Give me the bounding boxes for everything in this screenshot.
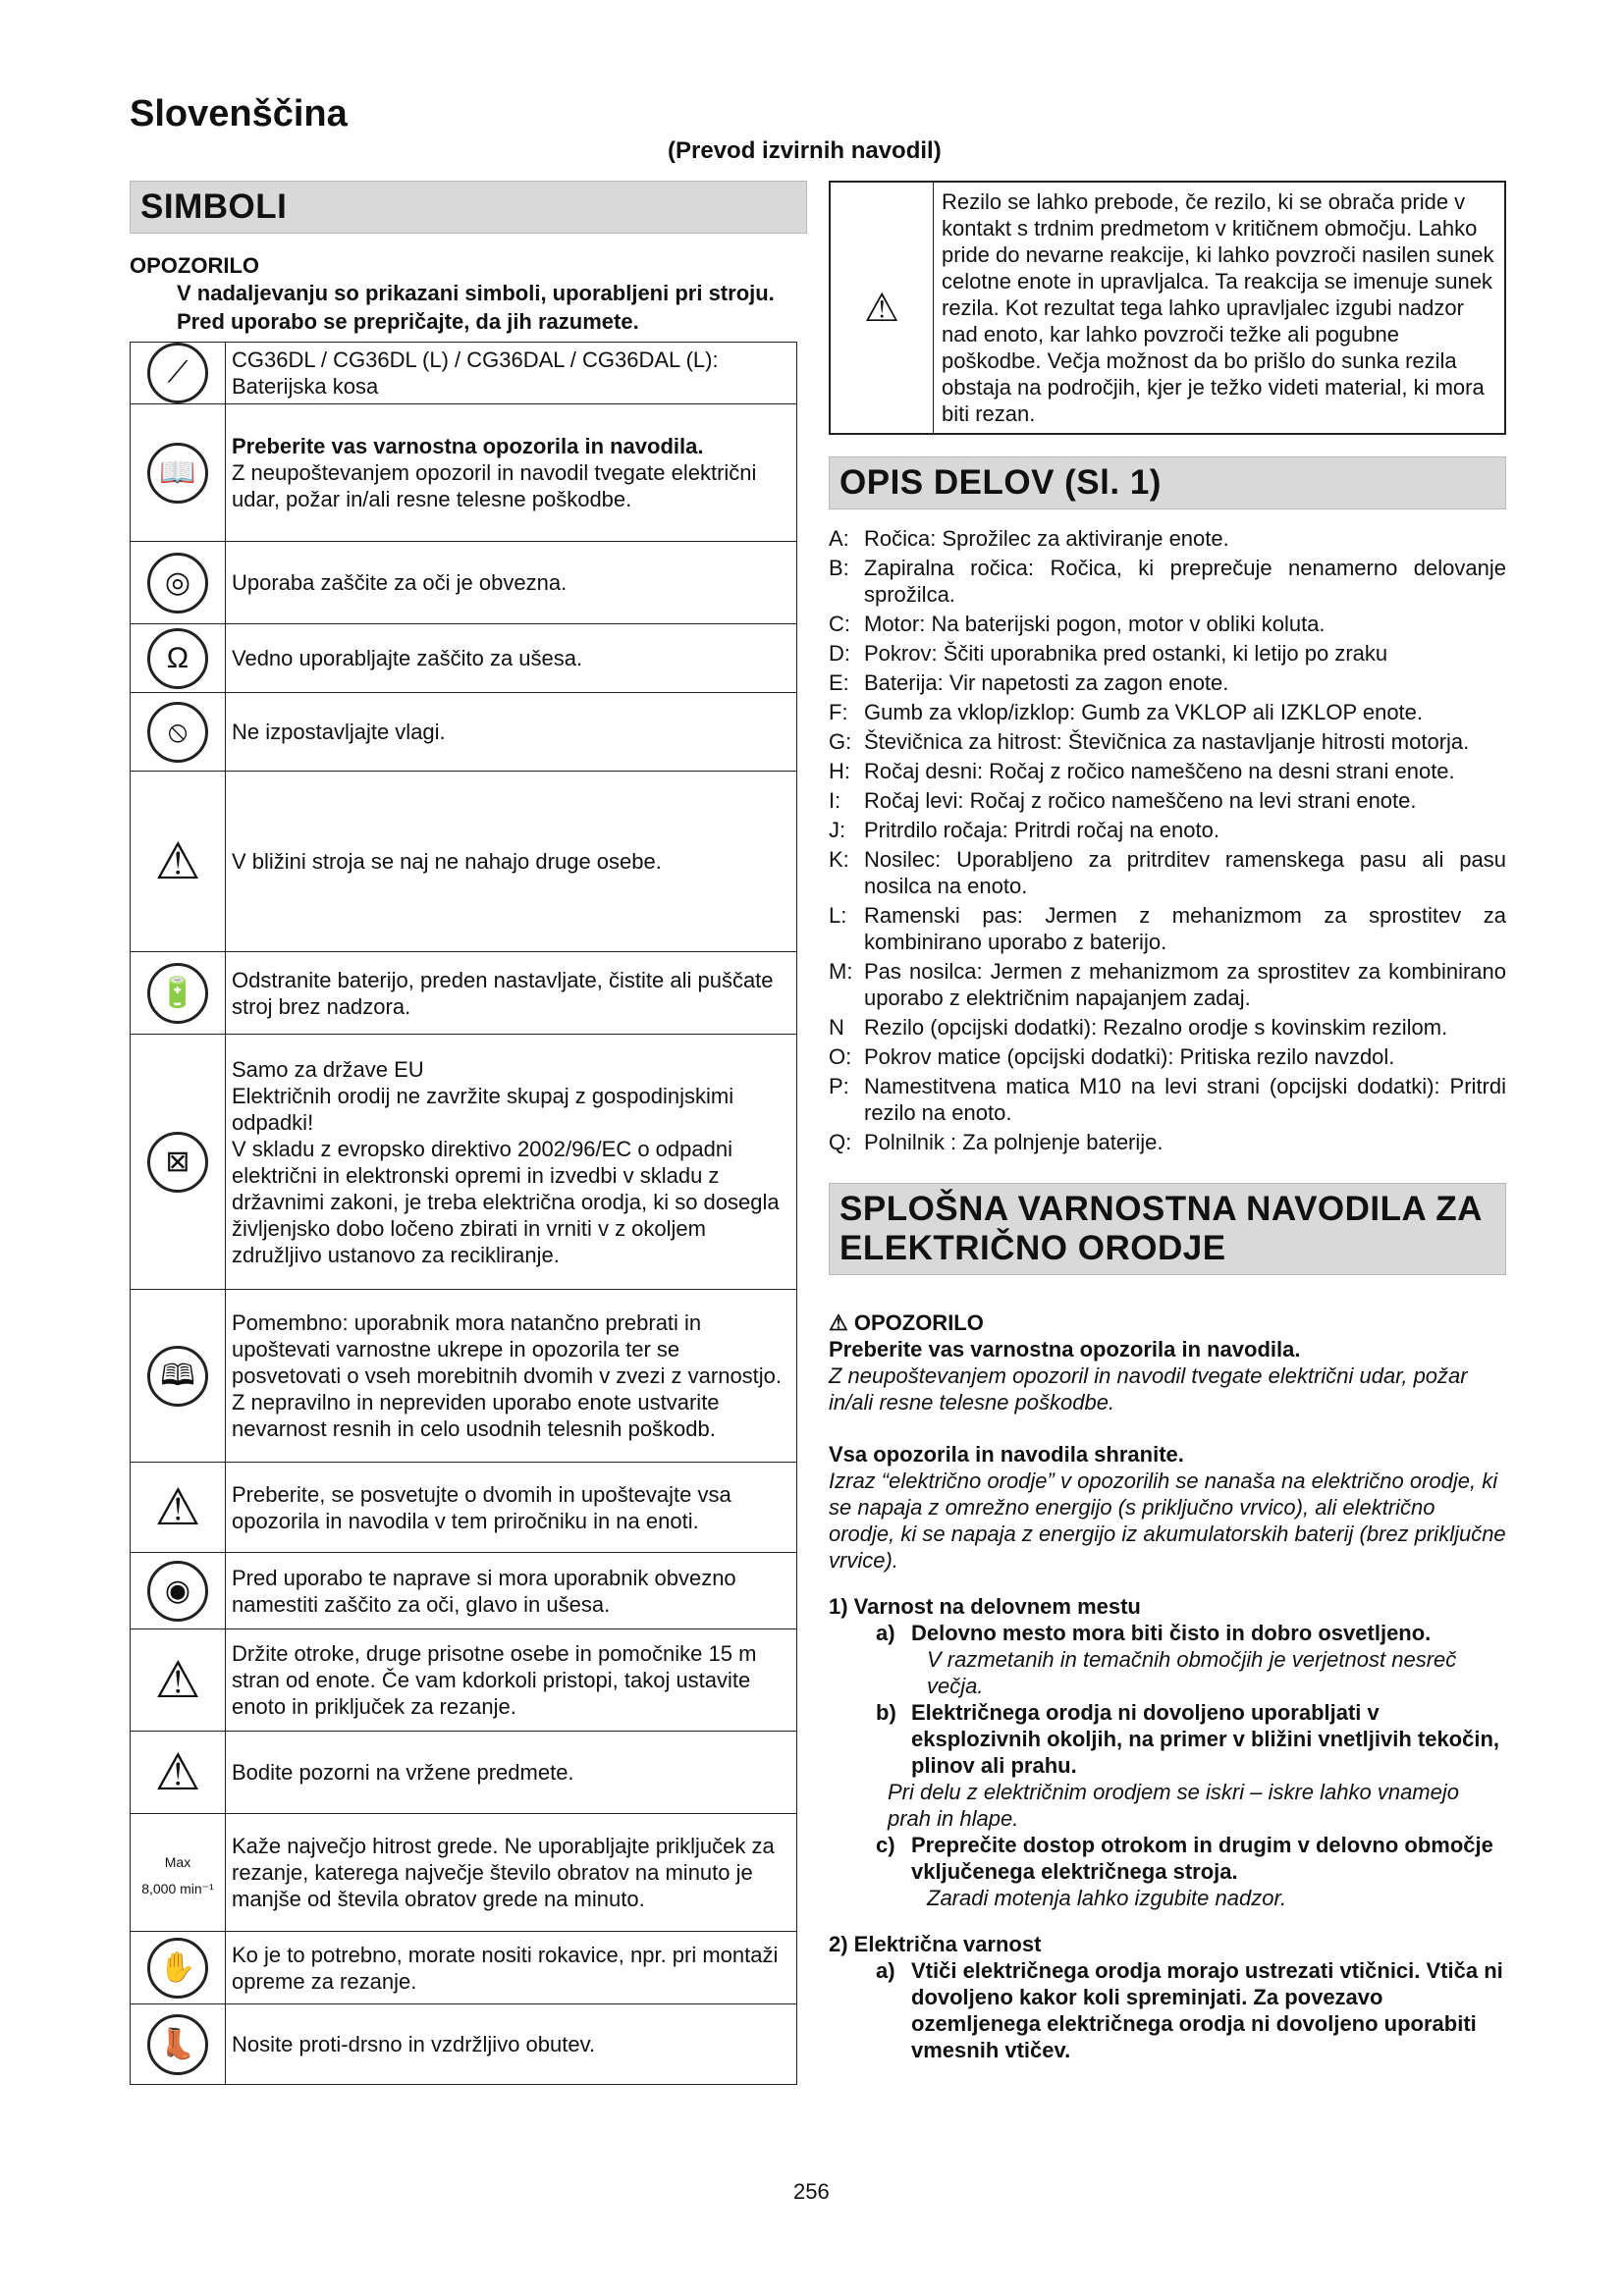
symbol-icon-cell xyxy=(131,404,226,542)
electrical-title: 2) Električna varnost xyxy=(829,1932,1042,1956)
symbol-text-cell xyxy=(226,1035,797,1290)
part-item xyxy=(829,525,1506,552)
symbol-text-cell xyxy=(226,952,797,1035)
part-item xyxy=(829,1073,1506,1126)
part-key: A: xyxy=(829,526,849,551)
part-key: B: xyxy=(829,556,849,580)
page-language: Slovenščina xyxy=(130,93,348,134)
symbol-text-cell xyxy=(226,404,797,542)
symbol-text-cell xyxy=(226,1814,797,1932)
part-description: Zapiralna ročica: Ročica, ki preprečuje nenamerno delovanje sprožilca. xyxy=(864,556,1506,607)
symbol-text-cell xyxy=(226,1553,797,1629)
part-key: E: xyxy=(829,670,849,695)
symbol-text-cell xyxy=(226,1290,797,1463)
part-description: Ročaj desni: Ročaj z ročico nameščeno na desni strani enote. xyxy=(864,759,1455,783)
symbols-warning-label: OPOZORILO xyxy=(130,253,259,278)
symbol-icon-cell xyxy=(131,772,226,952)
part-description: Ramenski pas: Jermen z mehanizmom za sprostitev za kombinirano uporabo z baterijo. xyxy=(864,903,1506,954)
work-area-section xyxy=(829,1593,1506,1911)
symbol-row xyxy=(131,1290,797,1463)
part-key: L: xyxy=(829,903,847,928)
eye-protection-icon: ◎ xyxy=(147,553,208,614)
symbol-row xyxy=(131,1732,797,1814)
bystander-distance-icon: ⚠ xyxy=(154,832,201,890)
item-text: Električnega orodja ni dovoljeno uporabljati v eksplozivnih okoljih, na primer v bližini vnetljivih tekočin, plinov ali prahu. xyxy=(911,1700,1500,1778)
safety-read-all: Preberite vas varnostna opozorila in navodila. xyxy=(829,1337,1301,1362)
item-marker: b) xyxy=(876,1700,896,1725)
part-description: Polnilnik : Za polnjenje baterije. xyxy=(864,1130,1164,1154)
work-area-item-a xyxy=(876,1620,1506,1646)
ear-protection-icon: Ω xyxy=(147,628,208,689)
part-description: Nosilec: Uporabljeno za pritrditev ramenskega pasu ali pasu nosilca na enoto. xyxy=(864,847,1506,898)
symbol-text: Kaže največjo hitrost grede. Ne uporabljajte priključek za rezanje, katerega največje število obratov na minuto je manjše od števila obratov grede na minuto. xyxy=(232,1834,775,1911)
item-text: Vtiči električnega orodja morajo ustrezati vtičnici. Vtiča ni dovoljeno kakor koli spreminjati. Za povezavo ozemljenega električnega orodja ni dovoljeno uporabiti vmesnih vtičev. xyxy=(911,1958,1503,2062)
part-item xyxy=(829,846,1506,899)
part-description: Baterija: Vir napetosti za zagon enote. xyxy=(864,670,1229,695)
safety-save-all: Vsa opozorila in navodila shranite. xyxy=(829,1442,1184,1467)
symbol-icon-cell xyxy=(131,624,226,693)
symbol-icon-cell xyxy=(131,2004,226,2085)
symbol-row xyxy=(131,343,797,404)
work-area-item-c xyxy=(876,1832,1506,1885)
part-key: I: xyxy=(829,788,841,813)
symbol-row xyxy=(131,772,797,952)
symbol-icon-cell xyxy=(131,1553,226,1629)
read-manual-icon: 📖 xyxy=(147,443,208,504)
safety-save-all-note: Izraz “električno orodje” v opozorilih se nanaša na električno orodje, ki se napaja z omrežno energijo (s priključno vrvico), ali električno orodje, ki se napaja z energijo iz akumulatorskih baterij (brez priključne vrvice). xyxy=(829,1468,1506,1573)
symbol-icon-cell xyxy=(131,1932,226,2004)
part-key: Q: xyxy=(829,1130,852,1154)
no-rain-icon: ⦸ xyxy=(147,702,208,763)
symbol-text: Nosite proti-drsno in vzdržljivo obutev. xyxy=(232,2032,596,2056)
symbol-text: Z neupoštevanjem opozoril in navodil tvegate električni udar, požar in/ali resne telesne poškodbe. xyxy=(232,460,757,511)
thrown-objects-icon: ⚠ xyxy=(154,1743,201,1801)
work-area-item-b-note: Pri delu z električnim orodjem se iskri – iskre lahko vnamejo prah in hlape. xyxy=(888,1780,1459,1831)
kickback-icon: ⚠ xyxy=(831,183,934,433)
part-item xyxy=(829,611,1506,637)
symbol-row xyxy=(131,1035,797,1290)
part-key: F: xyxy=(829,700,848,724)
symbol-text: Samo za države EU Električnih orodij ne zavržite skupaj z gospodinjskimi odpadki! V skladu z evropsko direktivo 2002/96/EC o odpadni električni in elektronski opremi in izvedbi v skladu z državnimi zakoni, je treba električna orodja, ki so dosegla življenjsko dobo ločeno zbirati in vrniti v z okoljem združljivo ustanovo za recikliranje. xyxy=(232,1056,780,1267)
symbol-text: V bližini stroja se naj ne nahajo druge osebe. xyxy=(232,849,662,874)
boots-icon: 👢 xyxy=(147,2014,208,2075)
max-speed-icon: Max 8,000 min⁻¹ xyxy=(141,1853,214,1896)
parts-heading: OPIS DELOV (Sl. 1) xyxy=(829,456,1506,509)
symbol-text-cell xyxy=(226,693,797,772)
kickback-box xyxy=(829,181,1506,435)
part-item xyxy=(829,1129,1506,1155)
symbol-text-cell xyxy=(226,1463,797,1553)
symbol-icon-cell xyxy=(131,343,226,404)
symbol-text: Pred uporabo te naprave si mora uporabnik obvezno namestiti zaščito za oči, glavo in ušesa. xyxy=(232,1565,736,1617)
part-item xyxy=(829,640,1506,667)
part-item xyxy=(829,1043,1506,1070)
item-marker: a) xyxy=(876,1958,895,1983)
symbol-row xyxy=(131,1932,797,2004)
symbol-text-cell xyxy=(226,624,797,693)
part-description: Števičnica za hitrost: Števičnica za nastavljanje hitrosti motorja. xyxy=(864,729,1470,754)
parts-list xyxy=(829,525,1506,1155)
symbol-icon-cell xyxy=(131,1035,226,1290)
symbol-text: CG36DL / CG36DL (L) / CG36DAL / CG36DAL (L): Baterijska kosa xyxy=(232,347,719,399)
symbol-text-cell xyxy=(226,2004,797,2085)
part-description: Gumb za vklop/izklop: Gumb za VKLOP ali IZKLOP enote. xyxy=(864,700,1424,724)
symbol-text-cell xyxy=(226,1932,797,2004)
symbol-text-cell xyxy=(226,542,797,624)
part-key: M: xyxy=(829,959,853,984)
work-area-title: 1) Varnost na delovnem mestu xyxy=(829,1594,1141,1619)
symbols-intro: V nadaljevanju so prikazani simboli, uporabljeni pri stroju. Pred uporabo se prepričajte, da jih razumete. xyxy=(177,281,775,334)
symbol-row xyxy=(131,1553,797,1629)
safety-warning-label: OPOZORILO xyxy=(853,1310,984,1335)
symbol-icon-cell xyxy=(131,693,226,772)
symbol-text: Ne izpostavljajte vlagi. xyxy=(232,720,446,744)
symbol-text: Držite otroke, druge prisotne osebe in pomočnike 15 m stran od enote. Če vam kdorkoli pristopi, takoj ustavite enoto in priključek za rezanje. xyxy=(232,1641,757,1719)
part-key: K: xyxy=(829,847,849,872)
symbol-row xyxy=(131,404,797,542)
part-item xyxy=(829,699,1506,725)
part-item xyxy=(829,902,1506,955)
work-area-item-c-note: Zaradi motenja lahko izgubite nadzor. xyxy=(927,1886,1287,1910)
part-key: G: xyxy=(829,729,852,754)
part-item xyxy=(829,817,1506,843)
trimmer-icon: ⟋ xyxy=(147,343,208,403)
symbol-row xyxy=(131,624,797,693)
symbol-icon-cell xyxy=(131,1290,226,1463)
safety-warning xyxy=(829,1310,1506,1336)
symbol-text: Bodite pozorni na vržene predmete. xyxy=(232,1760,574,1785)
part-description: Rezilo (opcijski dodatki): Rezalno orodje s kovinskim rezilom. xyxy=(864,1015,1448,1040)
electrical-item-a xyxy=(876,1957,1506,2063)
item-text: Delovno mesto mora biti čisto in dobro osvetljeno. xyxy=(911,1621,1432,1645)
part-key: N xyxy=(829,1015,844,1040)
work-area-item-a-note: V razmetanih in temačnih območjih je verjetnost nesreč večja. xyxy=(927,1647,1457,1698)
symbol-text: Vedno uporabljajte zaščito za ušesa. xyxy=(232,646,583,670)
part-item xyxy=(829,728,1506,755)
page-subtitle: (Prevod izvirnih navodil) xyxy=(668,137,942,164)
symbol-text-cell xyxy=(226,772,797,952)
work-area-item-b xyxy=(876,1699,1506,1779)
part-key: P: xyxy=(829,1074,849,1098)
part-item xyxy=(829,555,1506,608)
right-column xyxy=(829,181,1506,2063)
part-key: J: xyxy=(829,818,846,842)
page-number: 256 xyxy=(793,2179,830,2204)
symbol-text: Ko je to potrebno, morate nositi rokavice, npr. pri montaži opreme za rezanje. xyxy=(232,1942,779,1994)
symbol-icon-cell xyxy=(131,1629,226,1732)
symbol-row xyxy=(131,1463,797,1553)
symbol-text-cell xyxy=(226,343,797,404)
part-item xyxy=(829,1014,1506,1041)
symbol-text: Uporaba zaščite za oči je obvezna. xyxy=(232,570,568,595)
symbol-text: Odstranite baterijo, preden nastavljate, čistite ali puščate stroj brez nadzora. xyxy=(232,967,774,1019)
item-text: Preprečite dostop otrokom in drugim v delovno območje vključenega električnega stroja. xyxy=(911,1833,1493,1884)
item-marker: a) xyxy=(876,1621,895,1645)
symbol-icon-cell xyxy=(131,1814,226,1932)
symbol-row xyxy=(131,952,797,1035)
symbol-icon-cell xyxy=(131,542,226,624)
gloves-icon: ✋ xyxy=(147,1938,208,1999)
symbol-icon-cell xyxy=(131,1463,226,1553)
symbol-text: Preberite, se posvetujte o dvomih in upoštevajte vsa opozorila in navodila v tem priročniku in na enoti. xyxy=(232,1481,731,1533)
symbol-row xyxy=(131,542,797,624)
symbol-row xyxy=(131,2004,797,2085)
remove-battery-icon: 🔋 xyxy=(147,963,208,1024)
symbols-heading: SIMBOLI xyxy=(130,181,807,234)
symbol-icon-cell xyxy=(131,1732,226,1814)
open-book-icon: 🕮 xyxy=(147,1346,208,1407)
safety-heading: SPLOŠNA VARNOSTNA NAVODILA ZA ELEKTRIČNO ORODJE xyxy=(829,1183,1506,1275)
part-description: Pokrov matice (opcijski dodatki): Pritiska rezilo navzdol. xyxy=(864,1044,1395,1069)
part-description: Namestitvena matica M10 na levi strani (opcijski dodatki): Pritrdi rezilo na enoto. xyxy=(864,1074,1506,1125)
symbol-text-cell xyxy=(226,1629,797,1732)
symbol-row xyxy=(131,1629,797,1732)
head-protection-icon: ◉ xyxy=(147,1561,208,1622)
part-item xyxy=(829,958,1506,1011)
weee-bin-icon: ⊠ xyxy=(147,1132,208,1193)
symbols-table xyxy=(130,342,797,2085)
left-column xyxy=(130,181,807,2085)
part-key: H: xyxy=(829,759,850,783)
keep-distance-15m-icon: ⚠ xyxy=(154,1651,201,1709)
part-description: Pritrdilo ročaja: Pritrdi ročaj na enoto. xyxy=(864,818,1219,842)
symbol-text: Pomembno: uporabnik mora natančno prebrati in upoštevati varnostne ukrepe in opozorila ter se posvetovati o vseh morebitnih dvomih v zvezi z varnostjo. Z nepravilno in nepreviden uporabo enote ustvarite nevarnost resnih in celo usodnih telesnih poškodb. xyxy=(232,1310,783,1441)
symbol-row xyxy=(131,693,797,772)
part-item xyxy=(829,669,1506,696)
part-key: O: xyxy=(829,1044,852,1069)
part-description: Pas nosilca: Jermen z mehanizmom za sprostitev za kombinirano uporabo z električnim napajanjem zadaj. xyxy=(864,959,1506,1010)
symbol-row xyxy=(131,1814,797,1932)
electrical-section xyxy=(829,1931,1506,2063)
warning-triangle-icon: ⚠ xyxy=(154,1478,201,1536)
safety-read-all-note: Z neupoštevanjem opozoril in navodil tvegate električni udar, požar in/ali resne telesne poškodbe. xyxy=(829,1363,1468,1415)
part-key: C: xyxy=(829,612,850,636)
part-item xyxy=(829,758,1506,784)
symbol-text-cell xyxy=(226,1732,797,1814)
part-description: Ročica: Sprožilec za aktiviranje enote. xyxy=(864,526,1229,551)
warning-triangle-icon: ⚠ xyxy=(829,1310,848,1335)
part-item xyxy=(829,787,1506,814)
part-key: D: xyxy=(829,641,850,666)
symbol-bold-text: Preberite vas varnostna opozorila in navodila. xyxy=(232,434,704,458)
symbol-icon-cell xyxy=(131,952,226,1035)
part-description: Ročaj levi: Ročaj z ročico nameščeno na levi strani enote. xyxy=(864,788,1417,813)
part-description: Pokrov: Ščiti uporabnika pred ostanki, ki letijo po zraku xyxy=(864,641,1388,666)
item-marker: c) xyxy=(876,1833,895,1857)
kickback-text: Rezilo se lahko prebode, če rezilo, ki se obrača pride v kontakt s trdnim predmetom v kritičnem območju. Lahko pride do nevarne reakcije, ki lahko povzroči nasilen sunek celotne enote in upravljalca. Ta reakcija se imenuje sunek rezila. Kot rezultat tega lahko upravljalec izgubi nadzor nad enoto, kar lahko povzroči težke ali pogubne poškodbe. Večja možnost da bo prišlo do sunka rezila obstaja na področjih, kjer je težko videti material, ki mora biti rezan. xyxy=(942,189,1494,426)
part-description: Motor: Na baterijski pogon, motor v obliki koluta. xyxy=(864,612,1326,636)
